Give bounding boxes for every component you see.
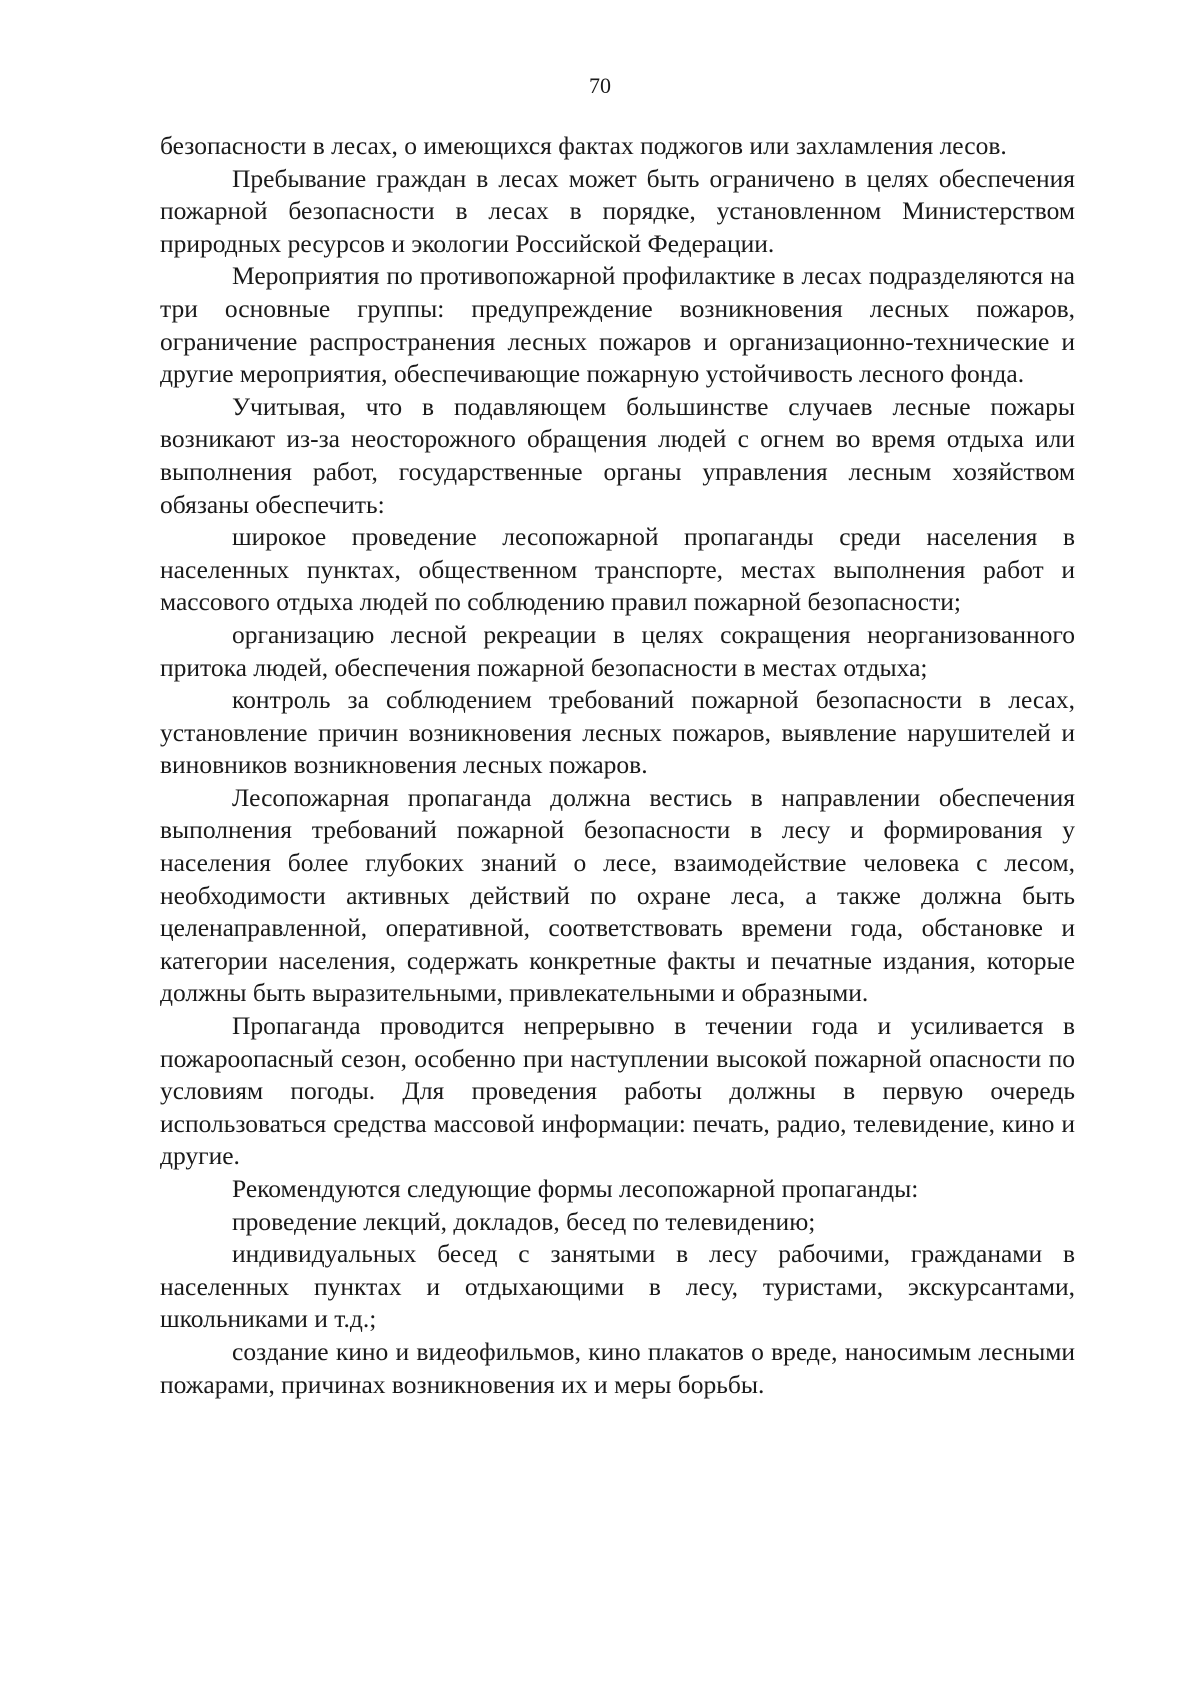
list-item: индивидуальных бесед с занятыми в лесу рабочими, гражданами в населенных пунктах и отдыхающими в лесу, туристами, экскурсантами, школьниками и т.д.; bbox=[160, 1239, 1075, 1334]
paragraph: Учитывая, что в подавляющем большинстве случаев лесные пожары возникают из-за неосторожного обращения людей с огнем во время отдыха или выполнения работ, государственные органы управления лесным хозяйством обязаны обеспечить: bbox=[160, 391, 1075, 519]
paragraph: Мероприятия по противопожарной профилактике в лесах подразделяются на три основные группы: предупреждение возникновения лесных пожаров, ограничение распространения лесных пожаров и организационно-технические и другие мероприятия, обеспечивающие пожарную устойчивость лесного фонда. bbox=[160, 261, 1075, 389]
paragraph-continuation: безопасности в лесах, о имеющихся фактах поджогов или захламления лесов. bbox=[160, 131, 1007, 160]
list-item: организацию лесной рекреации в целях сокращения неорганизованного притока людей, обеспечения пожарной безопасности в местах отдыха; bbox=[160, 619, 1075, 682]
paragraph: Пропаганда проводится непрерывно в течении года и усиливается в пожароопасный сезон, особенно при наступлении высокой пожарной опасности по условиям погоды. Для проведения работы должны в первую очередь использоваться средства массовой информации: печать, радио, телевидение, кино и другие. bbox=[160, 1011, 1075, 1171]
list-item: контроль за соблюдением требований пожарной безопасности в лесах, установление причин возникновения лесных пожаров, выявление нарушителей и виновников возникновения лесных пожаров. bbox=[160, 685, 1075, 780]
paragraph: Пребывание граждан в лесах может быть ограничено в целях обеспечения пожарной безопасности в лесах в порядке, установленном Министерством природных ресурсов и экологии Российской Федерации. bbox=[160, 163, 1075, 258]
list-item: создание кино и видеофильмов, кино плакатов о вреде, наносимым лесными пожарами, причинах возникновения их и меры борьбы. bbox=[160, 1336, 1075, 1399]
paragraph: Лесопожарная пропаганда должна вестись в направлении обеспечения выполнения требований пожарной безопасности в лесу и формирования у населения более глубоких знаний о лесе, взаимодействие человека с лесом, необходимости активных действий по охране леса, а также должна быть целенаправленной, оперативной, соответствовать времени года, обстановке и категории населения, содержать конкретные факты и печатные издания, которые должны быть выразительными, привлекательными и образными. bbox=[160, 782, 1075, 1008]
list-item: проведение лекций, докладов, бесед по телевидению; bbox=[232, 1206, 816, 1236]
body-text bbox=[160, 130, 1075, 1401]
list-item: широкое проведение лесопожарной пропаганды среди населения в населенных пунктах, общественном транспорте, местах выполнения работ и массового отдыха людей по соблюдению правил пожарной безопасности; bbox=[160, 522, 1075, 617]
page-number: 70 bbox=[589, 73, 611, 98]
paragraph: Рекомендуются следующие формы лесопожарной пропаганды: bbox=[232, 1174, 919, 1203]
